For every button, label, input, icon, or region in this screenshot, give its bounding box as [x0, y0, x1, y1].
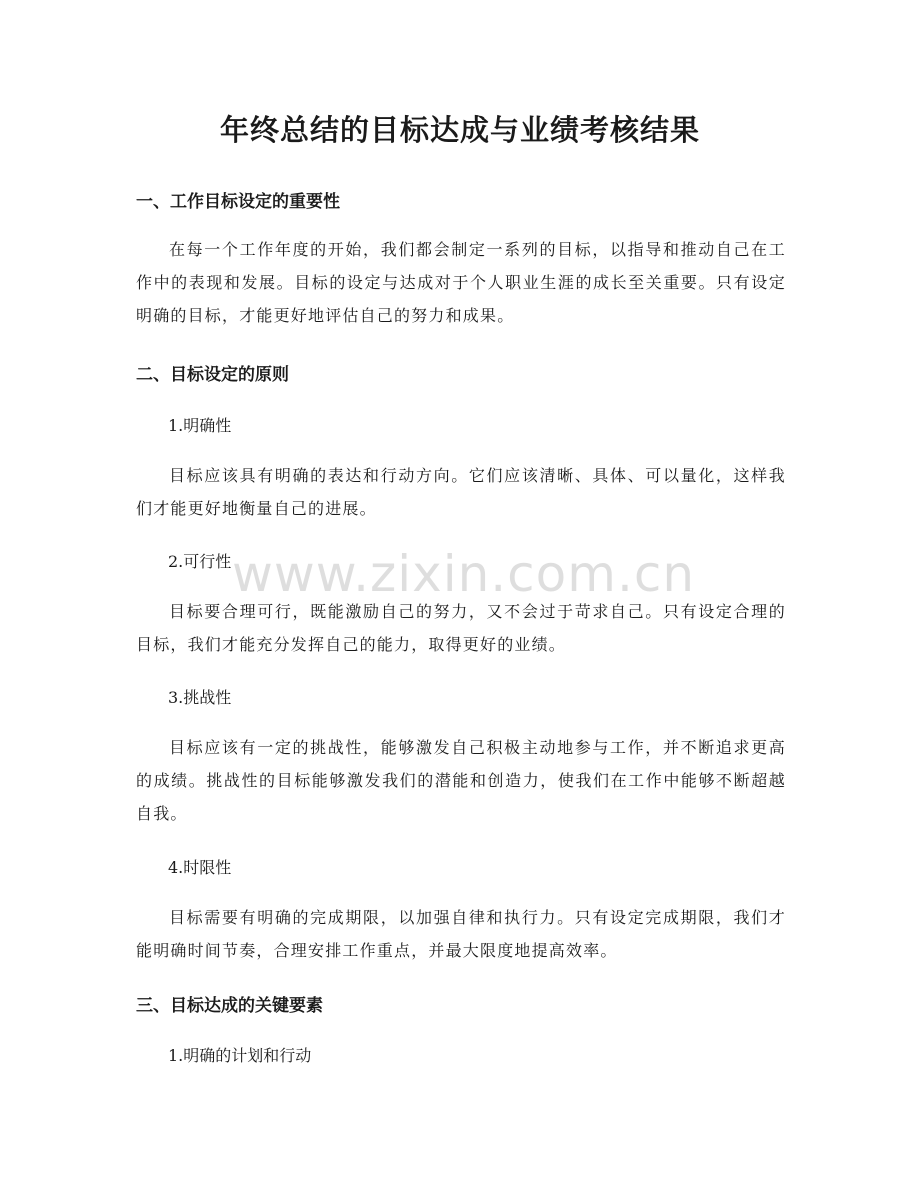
section-heading-1: 一、工作目标设定的重要性	[136, 192, 340, 212]
principle-label-3: 3.挑战性	[168, 688, 232, 707]
principle-label-2: 2.可行性	[168, 552, 232, 571]
principle-label-4: 4.时限性	[168, 858, 232, 877]
principle-paragraph-1: 目标应该具有明确的表达和行动方向。它们应该清晰、具体、可以量化，这样我们才能更好地衡量自己的进展。	[136, 466, 786, 518]
section-heading-3: 三、目标达成的关键要素	[136, 996, 323, 1016]
principle-paragraph-3: 目标应该有一定的挑战性，能够激发自己积极主动地参与工作，并不断追求更高的成绩。挑战性的目标能够激发我们的潜能和创造力，使我们在工作中能够不断超越自我。	[136, 738, 786, 823]
section-heading-2: 二、目标设定的原则	[136, 365, 289, 385]
key-element-label-1: 1.明确的计划和行动	[168, 1046, 312, 1065]
principle-label-1: 1.明确性	[168, 416, 232, 435]
document-title: 年终总结的目标达成与业绩考核结果	[219, 113, 700, 147]
section-1-paragraph: 在每一个工作年度的开始，我们都会制定一系列的目标，以指导和推动自己在工作中的表现和发展。目标的设定与达成对于个人职业生涯的成长至关重要。只有设定明确的目标，才能更好地评估自己的努力和成果。	[136, 240, 786, 325]
principle-paragraph-4: 目标需要有明确的完成期限，以加强自律和执行力。只有设定完成期限，我们才能明确时间节奏，合理安排工作重点，并最大限度地提高效率。	[136, 908, 786, 960]
watermark: www.zixin.com.cn	[232, 545, 696, 603]
principle-paragraph-2: 目标要合理可行，既能激励自己的努力，又不会过于苛求自己。只有设定合理的目标，我们才能充分发挥自己的能力，取得更好的业绩。	[136, 602, 786, 654]
